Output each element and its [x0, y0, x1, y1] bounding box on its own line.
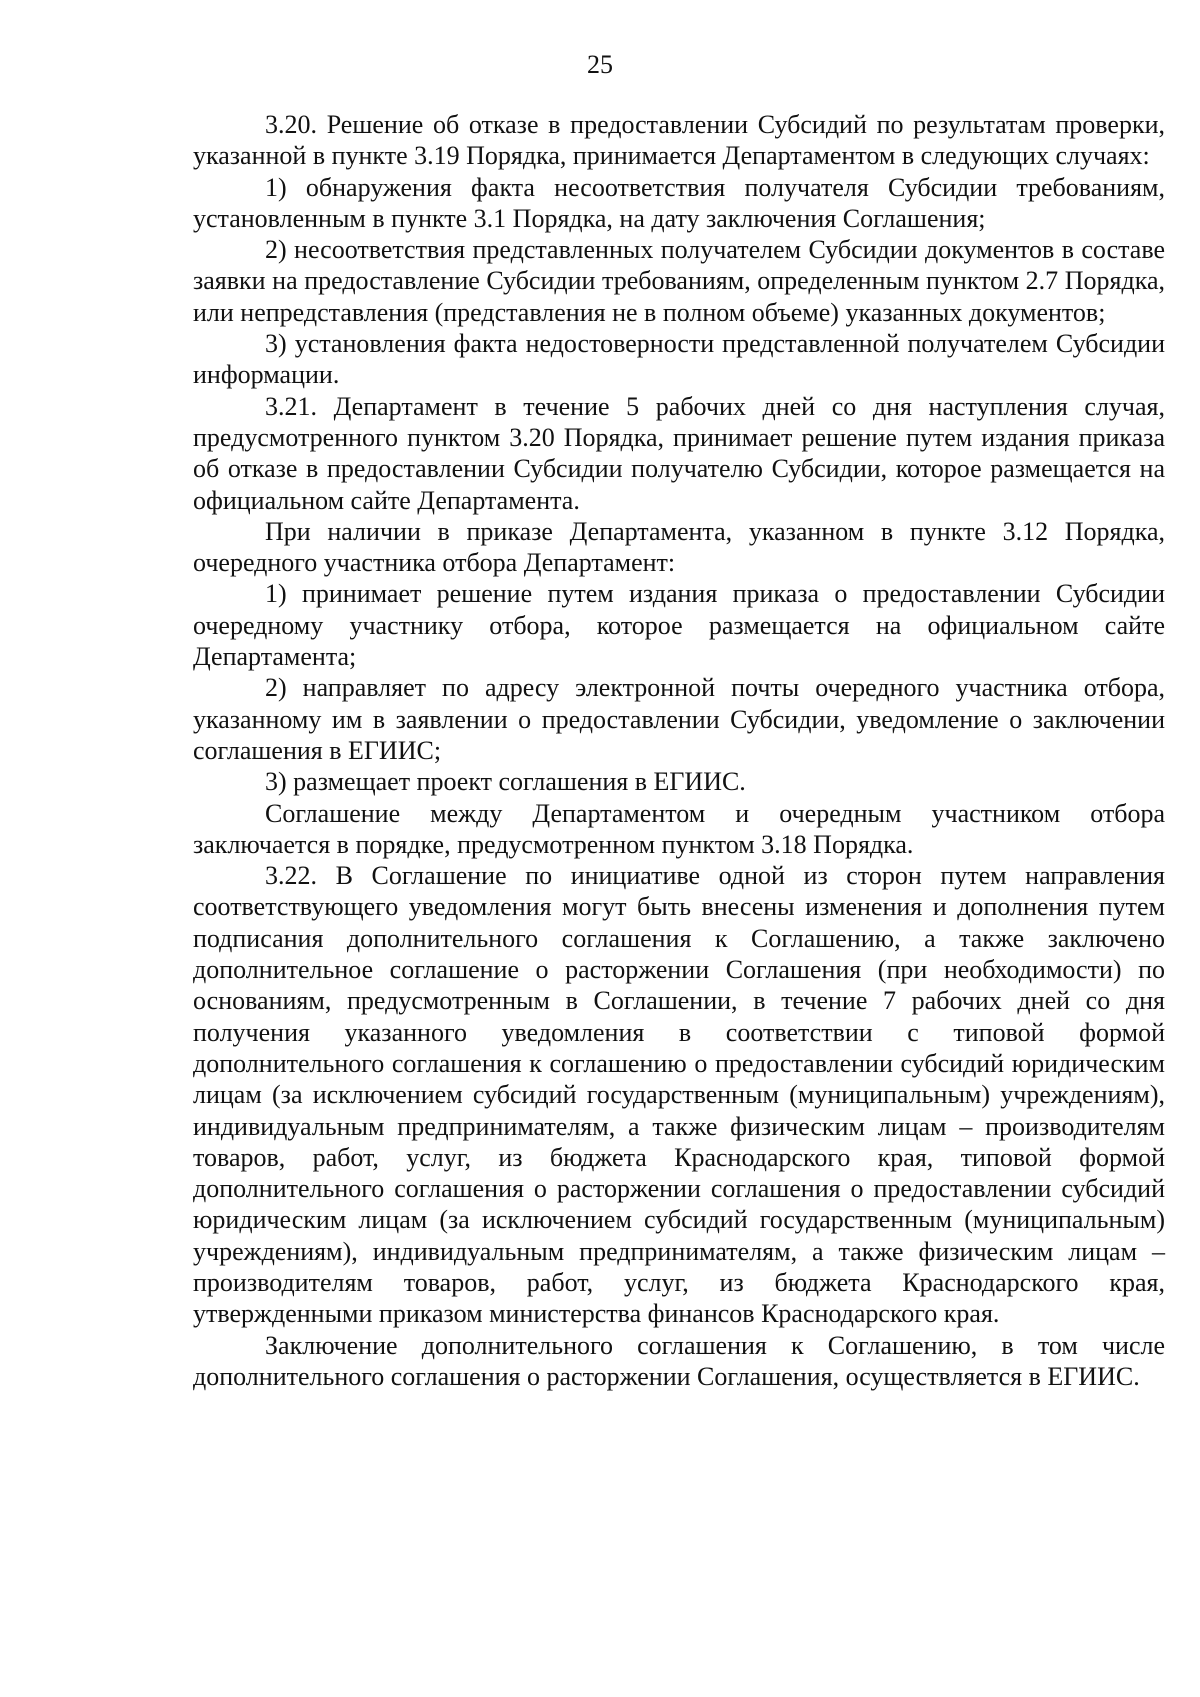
paragraph-3-21-agreement: Соглашение между Департаментом и очередным участником отбора заключается в порядке, предусмотренном пунктом 3.18 Порядка. — [193, 798, 1165, 859]
list-item-3-20-3: 3) установления факта недостоверности представленной получателем Субсидии информации. — [193, 329, 1165, 390]
list-item-3-20-2: 2) несоответствия представленных получателем Субсидии документов в составе заявки на предоставление Субсидии требованиям, определенным пунктом 2.7 Порядка, или непредставления (представления не в полном объеме) указанных документов; — [193, 235, 1165, 327]
document-body — [193, 109, 1165, 1392]
paragraph-3-21: 3.21. Департамент в течение 5 рабочих дней со дня наступления случая, предусмотренного пунктом 3.20 Порядка, принимает решение путем издания приказа об отказе в предоставлении Субсидии получателю Субсидии, которое размещается на официальном сайте Департамента. — [193, 391, 1165, 515]
list-item-3-21-3: 3) размещает проект соглашения в ЕГИИС. — [265, 767, 746, 797]
list-item-3-21-2: 2) направляет по адресу электронной почты очередного участника отбора, указанному им в заявлении о предоставлении Субсидии, уведомление о заключении соглашения в ЕГИИС; — [193, 673, 1165, 765]
page-number: 25 — [587, 50, 613, 79]
list-item-3-20-1: 1) обнаружения факта несоответствия получателя Субсидии требованиям, установленным в пункте 3.1 Порядка, на дату заключения Соглашения; — [193, 172, 1165, 233]
paragraph-3-22-conclusion: Заключение дополнительного соглашения к Соглашению, в том числе дополнительного соглашения о расторжении Соглашения, осуществляется в ЕГИИС. — [193, 1330, 1165, 1391]
paragraph-3-22: 3.22. В Соглашение по инициативе одной из сторон путем направления соответствующего уведомления могут быть внесены изменения и дополнения путем подписания дополнительного соглашения к Соглашению, а также заключено дополнительное соглашение о расторжении Соглашения (при необходимости) по основаниям, предусмотренным в Соглашении, в течение 7 рабочих дней со дня получения указанного уведомления в соответствии с типовой формой дополнительного соглашения к соглашению о предоставлении субсидий юридическим лицам (за исключением субсидий государственным (муниципальным) учреждениям), индивидуальным предпринимателям, а также физическим лицам – производителям товаров, работ, услуг, из бюджета Краснодарского края, типовой формой дополнительного соглашения о расторжении соглашения о предоставлении субсидий юридическим лицам (за исключением субсидий государственным (муниципальным) учреждениям), индивидуальным предпринимателям, а также физическим лицам – производителям товаров, работ, услуг, из бюджета Краснодарского края, утвержденными приказом министерства финансов Краснодарского края. — [193, 861, 1165, 1329]
paragraph-3-21-next-participant: При наличии в приказе Департамента, указанном в пункте 3.12 Порядка, очередного участника отбора Департамент: — [193, 516, 1165, 578]
paragraph-3-20: 3.20. Решение об отказе в предоставлении Субсидий по результатам проверки, указанной в пункте 3.19 Порядка, принимается Департаментом в следующих случаях: — [193, 110, 1165, 171]
list-item-3-21-1: 1) принимает решение путем издания приказа о предоставлении Субсидии очередному участнику отбора, которое размещается на официальном сайте Департамента; — [193, 579, 1165, 672]
